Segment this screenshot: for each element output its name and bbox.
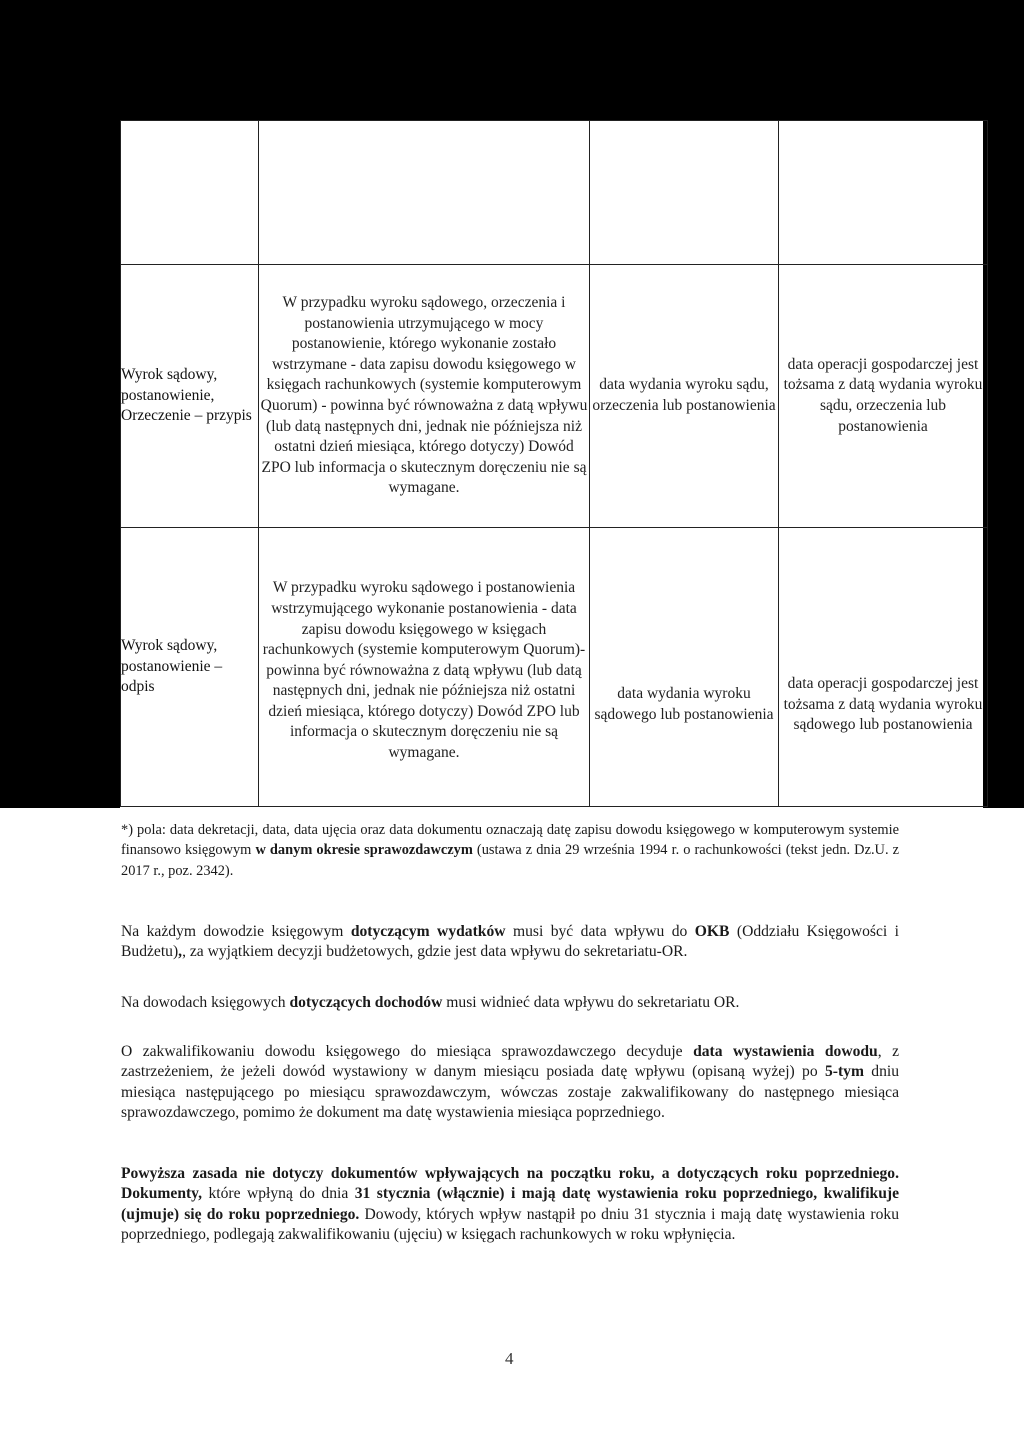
footnote-bold-text: w danym okresie sprawozdawczym: [255, 842, 473, 859]
operation-date-cell: [779, 265, 988, 528]
paragraph-text: , za wyjątkiem decyzji budżetowych, gdzie jest data wpływu do sekretariatu-OR.: [182, 943, 688, 961]
operation-date-text: data operacji gospodarczej jest tożsama z datą wydania wyroku sądowego lub postanowienia: [783, 675, 983, 734]
table-cell: [121, 121, 259, 265]
table-cell: [779, 121, 988, 265]
table-row: [121, 265, 988, 528]
paragraph-text: , z zastrzeżeniem, że jeżeli dowód wystawiony w danym miesiącu posiada datę wpływu (opisaną wyżej) po: [121, 1043, 900, 1081]
paragraph-bold-text: dotyczącym wydatków: [350, 923, 506, 940]
scan-border-top: [0, 0, 1024, 120]
document-type-cell: [121, 265, 259, 528]
document-type-label: Wyrok sądowy, postanowienie, Orzeczenie – przypis: [121, 366, 252, 425]
table-cell: [259, 121, 590, 265]
paragraph-text: O zakwalifikowaniu dowodu księgowego do miesiąca sprawozdawczego decyduje: [121, 1043, 694, 1060]
table-row: [121, 528, 988, 807]
footnote-text: *) pola: data dekretacji, data, data ujęcia oraz data dokumentu oznaczają datę zapisu dowodu księgowego w komputerowym systemie finansowo księgowym: [121, 822, 899, 859]
paragraph-text: dniu miesiąca następującego po miesiącu sprawozdawczym, wówczas zostaje zakwalifikowany do następnego miesiąca sprawozdawczego, pomimo że dokument ma datę wystawienia miesiąca poprzedniego.: [121, 1063, 899, 1122]
scan-border-right: [983, 0, 1024, 808]
paragraph-text: Na każdym dowodzie księgowym: [121, 923, 351, 940]
document-type-label: Wyrok sądowy, postanowienie – odpis: [121, 637, 223, 696]
description-cell: [259, 528, 590, 807]
description-text: W przypadku wyroku sądowego, orzeczenia i postanowienia utrzymującego w mocy postanowienie, którego wykonanie zostało wstrzymane - data zapisu dowodu księgowego w księgach rachunkowych (systemie komputerowym Quorum) - powinna być równoważna z datą wpływu (lub datą następnych dni, jednak nie późniejsza niż ostatni dzień miesiąca, którego dotyczy) Dowód ZPO lub informacja o skutecznym doręczeniu nie są wymagane.: [260, 294, 588, 497]
paragraph-bold-text: data wystawienia dowodu: [693, 1043, 878, 1060]
paragraph-bold-text: dotyczących dochodów: [289, 994, 443, 1011]
paragraph-text: (Oddziału Księgowości i Budżetu): [121, 923, 900, 961]
paragraph-expenses: Na każdym dowodzie księgowym dotyczącym wydatków musi być data wpływu do OKB (Oddziału Księgowości i Budżetu),, za wyjątkiem decyzji budżetowych, gdzie jest data wpływu do sekretariatu-OR.: [121, 923, 900, 961]
paragraph-text: musi być data wpływu do: [505, 923, 695, 940]
page-number: 4: [505, 1349, 514, 1368]
table-row-empty: [121, 121, 988, 265]
scan-border-left: [0, 0, 120, 808]
paragraph-text: Na dowodach księgowych: [121, 994, 290, 1011]
document-date-text: data wydania wyroku sądowego lub postanowienia: [594, 685, 774, 723]
paragraph-bold-text: 5-tym: [824, 1063, 864, 1081]
document-date-cell: [590, 528, 779, 807]
paragraph-income: [121, 993, 899, 1013]
paragraph-year-start: [121, 1164, 899, 1246]
paragraph-text: które wpłyną do dnia: [202, 1185, 355, 1203]
document-table: [120, 120, 988, 807]
operation-date-text: data operacji gospodarczej jest tożsama z datą wydania wyroku sądu, orzeczenia lub postanowienia: [783, 355, 983, 435]
paragraph-bold-text: OKB: [694, 923, 730, 940]
description-text: W przypadku wyroku sądowego i postanowienia wstrzymującego wykonanie postanowienia - data zapisu dowodu księgowego w księgach rachunkowych (systemie komputerowym Quorum)- powinna być równoważna z datą wpływu (lub datą następnych dni, jednak nie późniejsza niż ostatni dzień miesiąca, którego dotyczy) Dowód ZPO lub informacja o skutecznym doręczeniu nie są wymagane.: [262, 579, 586, 762]
footnote: [121, 820, 899, 881]
footnote-text: (ustawa z dnia 29 września 1994 r. o rachunkowości (tekst jedn. Dz.U. z 2017 r., poz. 2342).: [121, 842, 900, 879]
paragraph-bold-text: Powyższa zasada nie dotyczy dokumentów wpływających na początku roku, a dotyczących roku poprzedniego. Dokumenty,: [121, 1165, 899, 1203]
document-type-cell: [121, 528, 259, 807]
document-date-cell: [590, 265, 779, 528]
paragraph-text: musi widnieć data wpływu do sekretariatu OR.: [442, 994, 740, 1011]
operation-date-cell: [779, 528, 988, 807]
table-cell: [590, 121, 779, 265]
paragraph-text: Dowody, których wpływ nastąpił po dniu 31 stycznia i mają datę wystawienia roku poprzedniego, podlegają zakwalifikowaniu (ujęciu) w księgach rachunkowych w roku wpłynięcia.: [121, 1205, 899, 1244]
description-cell: [259, 265, 590, 528]
paragraph-bold-text: 31 stycznia (włącznie) i mają datę wystawienia roku poprzedniego, kwalifikuje (ujmuje) się do roku poprzedniego.: [121, 1185, 899, 1223]
paragraph-qualification: [121, 1042, 899, 1124]
document-date-text: data wydania wyroku sądu, orzeczenia lub postanowienia: [592, 376, 776, 414]
